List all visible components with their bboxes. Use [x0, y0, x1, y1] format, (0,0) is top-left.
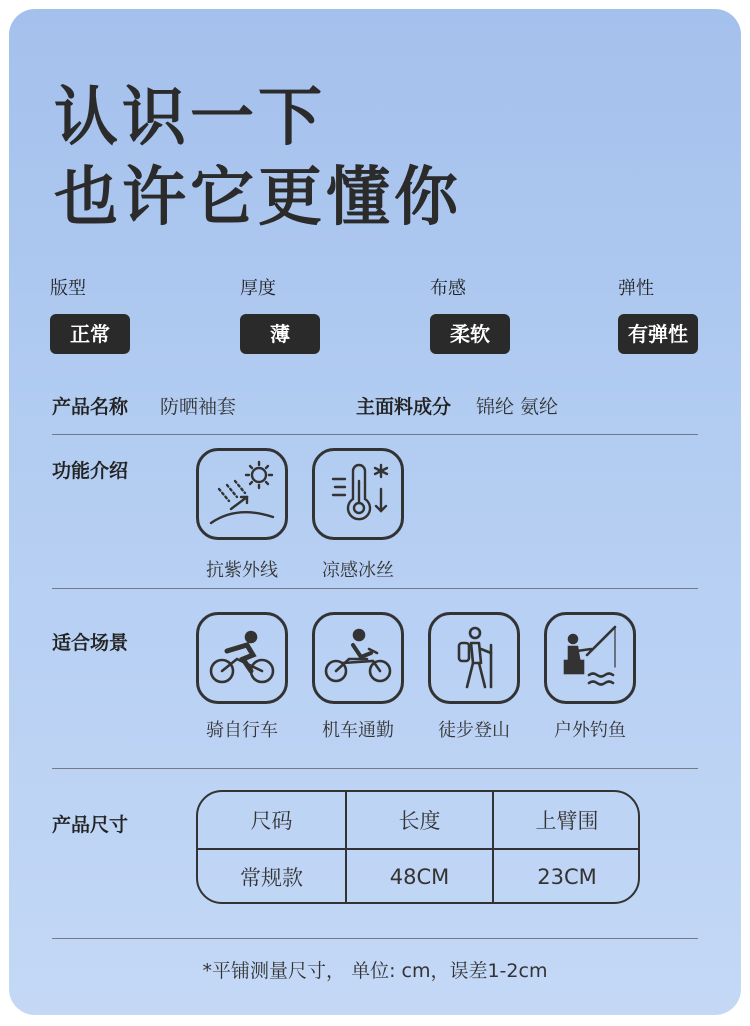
divider: [52, 588, 698, 589]
product-name-label: 产品名称: [52, 396, 129, 418]
hero-title-line2: 也许它更懂你: [54, 161, 462, 235]
scene-caption: 户外钓鱼: [554, 720, 626, 741]
attr-elasticity: [618, 274, 750, 354]
hero-title-line1: 认识一下: [54, 81, 326, 155]
motorcycle-icon: [312, 612, 404, 704]
fabric-value: 锦纶 氨纶: [476, 396, 559, 418]
cyclist-icon: [196, 612, 288, 704]
fishing-icon: [544, 612, 636, 704]
size-label: 产品尺寸: [52, 814, 129, 836]
functions-label: 功能介绍: [52, 460, 129, 482]
attr-value-pill: 有弹性: [618, 314, 698, 354]
attr-label: 厚度: [240, 278, 276, 299]
table-cell: 常规款: [240, 866, 303, 890]
fabric-label: 主面料成分: [356, 396, 452, 418]
product-name-value: 防晒袖套: [160, 396, 237, 418]
scene-caption: 骑自行车: [206, 720, 278, 741]
attr-fit: [50, 274, 190, 354]
footnote: *平铺测量尺寸， 单位: cm，误差1-2cm: [202, 960, 548, 982]
table-header-cell: 长度: [398, 809, 441, 833]
attr-thickness: [240, 274, 380, 354]
scene-caption: 机车通勤: [322, 720, 394, 741]
attr-value-pill: 柔软: [430, 314, 510, 354]
divider: [52, 768, 698, 769]
attr-label: 弹性: [618, 278, 654, 299]
attr-feel: [430, 274, 570, 354]
attr-value-pill: 正常: [50, 314, 130, 354]
table-cell: 48CM: [389, 865, 450, 889]
sun-uv-icon: [196, 448, 288, 540]
table-header-cell: 上臂围: [535, 809, 599, 833]
function-caption: 凉感冰丝: [322, 560, 394, 581]
attr-value-pill: 薄: [240, 314, 320, 354]
thermometer-cold-icon: [312, 448, 404, 540]
attr-label: 布感: [430, 278, 466, 299]
scenes-label: 适合场景: [52, 632, 129, 654]
attr-label: 版型: [50, 278, 86, 299]
table-cell: 23CM: [537, 865, 597, 889]
size-table: [196, 790, 640, 904]
divider: [52, 938, 698, 939]
divider: [52, 434, 698, 435]
scene-caption: 徒步登山: [438, 720, 510, 741]
function-caption: 抗紫外线: [206, 560, 278, 581]
table-header-cell: 尺码: [250, 809, 293, 833]
hiker-icon: [428, 612, 520, 704]
